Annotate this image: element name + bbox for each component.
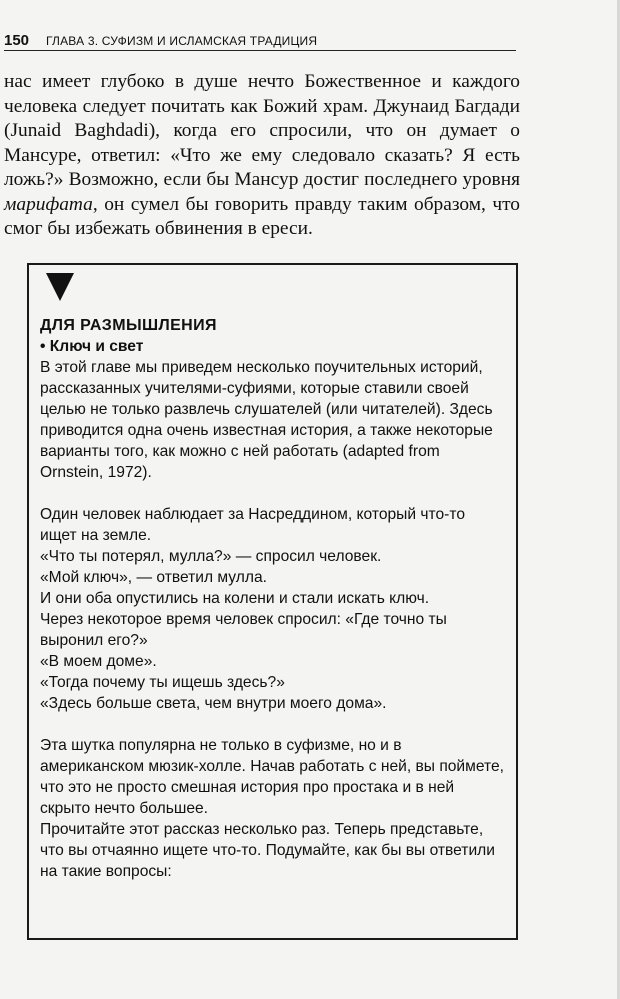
- running-head: ГЛАВА 3. СУФИЗМ И ИСЛАМСКАЯ ТРАДИЦИЯ: [46, 34, 318, 48]
- story-line: Один человек наблюдает за Насреддином, который что-то ищет на земле.: [40, 506, 466, 544]
- story-line: И они оба опустились на колени и стали искать ключ.: [40, 590, 430, 607]
- box-subtitle: • Ключ и свет: [40, 338, 144, 355]
- body-text-part-1: нас имеет глубоко в душе нечто Божественное и каждого человека следует почитать как Божий храм. Джунаид Багдади (Junaid Baghdadi), когда его спросили, что он думает о Мансуре, ответил: «Что же ему следовало сказать? Я есть ложь?» Возможно, если бы Мансур достиг последнего уровня: [4, 71, 520, 190]
- body-text-part-2: , он сумел бы говорить правду таким образом, что смог бы избежать обвинения в ереси.: [4, 193, 520, 239]
- story-line: Через некоторое время человек спросил: «Где точно ты выронил его?»: [40, 611, 447, 649]
- body-text-emphasis: марифата: [4, 193, 93, 215]
- triangle-marker-icon: [46, 273, 74, 301]
- story-line: «В моем доме».: [40, 653, 157, 670]
- story-line: «Тогда почему ты ищешь здесь?»: [40, 674, 285, 691]
- page-header: [4, 30, 516, 51]
- reflection-box: [27, 263, 518, 940]
- story-line: «Мой ключ», — ответил мулла.: [40, 569, 267, 586]
- box-outro: Прочитайте этот рассказ несколько раз. Теперь представьте, что вы отчаянно ищете что-то. Подумайте, как бы вы ответили на такие вопросы:: [40, 821, 495, 880]
- box-outro: Эта шутка популярна не только в суфизме, но и в американском мюзик-холле. Начав работать с ней, вы поймете, что это не просто смешная история про простака и в ней скрыто нечто большее.: [40, 737, 504, 817]
- story-line: «Здесь больше света, чем внутри моего дома».: [40, 695, 387, 712]
- box-title: ДЛЯ РАЗМЫШЛЕНИЯ: [40, 317, 217, 334]
- body-paragraph: [4, 70, 520, 242]
- box-intro: В этой главе мы приведем несколько поучительных историй, рассказанных учителями-суфиями, которые ставили своей целью не только развлечь слушателей (или читателей). Здесь приводится одна очень известная история, а также некоторые варианты того, как можно с ней работать (adapted from Ornstein, 1972).: [40, 359, 493, 481]
- page-number: 150: [4, 32, 30, 49]
- story-line: «Что ты потерял, мулла?» — спросил человек.: [40, 548, 382, 565]
- reflection-box-content: [40, 315, 505, 882]
